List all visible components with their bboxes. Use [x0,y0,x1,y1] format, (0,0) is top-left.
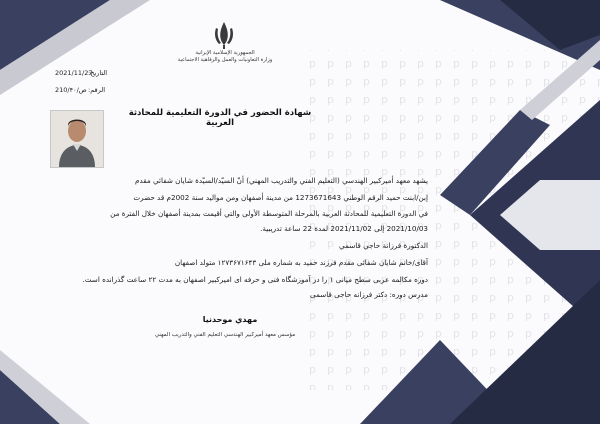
organization-line2: وزارة التعاونيات والعمل والرفاهية الاجتماعية [177,57,273,63]
body-line: إبن/ابنت حميد الرقم الوطني 1273671643 من مدينة أصفهان ومن مواليد سنة 2002م قد حضرت [133,193,428,202]
body-line: في الدورة التعليمية للمحادثة العربية بالمرحلة المتوسطة الأولى والتي أقيمت بمدينة أصفهان خلال الفترة من [110,209,428,218]
person-photo-icon [51,111,103,167]
date-value: 2021/11/27 [55,69,93,77]
body-line: الدكتورة فرزانة حاجي قاسمي [339,241,428,250]
recipient-photo [50,110,104,168]
body-line: مدرس دوره: دکتر فرزانه حاجی قاسمی [310,290,428,299]
body-line: 2021/10/03 إلى 2021/11/02 لمدة 22 ساعة تدريبية. [260,224,428,233]
number-value: 210/ص/۴۰ [55,86,87,94]
body-line: دوره مکالمه عربی سطح میانی ۱ را در آموزشگاه فنی و حرفه ای امیرکبیر اصفهان به مدت ۲۲ ساعت گذرانده است. [82,275,428,284]
certificate-title: شهادة الحضور في الدورة التعليمية للمحادثة العربية [128,108,312,128]
date-label: التاريخ: [88,69,108,77]
iran-emblem-icon [210,20,238,50]
body-line: يشهد معهد أميركبير الهندسي (التعليم الفني والتدريب المهني) أنّ السيّد/السيّدة شايان شفائي مقدم [135,176,428,185]
body-line: آقای/خانم شایان شفائی مقدم فرزند حمید به شماره ملی ۱۲۷۳۶۷۱۶۴۳ متولد اصفهان [174,258,428,267]
number-label: الرقم: [88,86,105,94]
organization-block [150,50,300,64]
signature-title: مؤسس معهد أميركبير الهندسي التعليم الفني والتدريب المهني [154,332,296,338]
signature-name: مهدي موحدنيا [202,315,258,324]
organization-line1: الجمهورية الإسلامية الإيرانية [195,50,255,56]
